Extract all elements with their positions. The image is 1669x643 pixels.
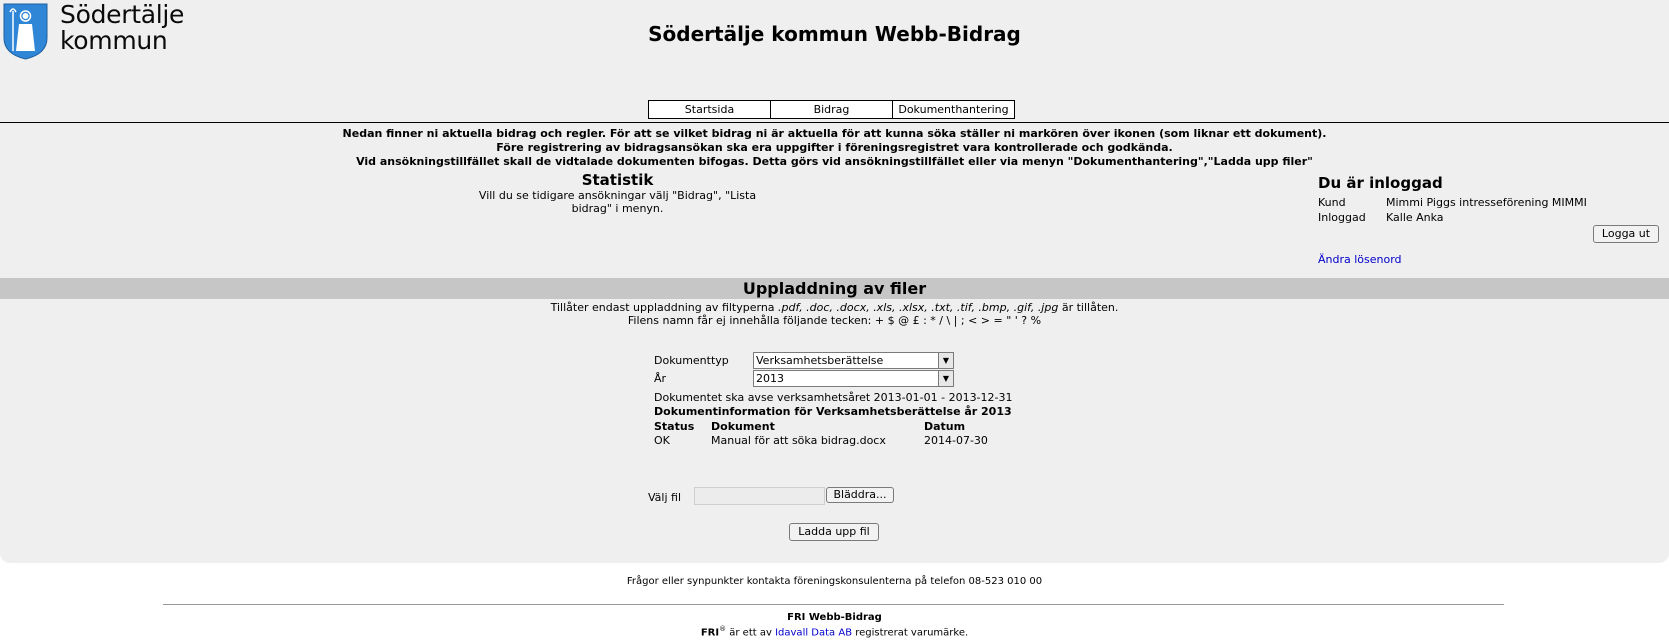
browse-button[interactable]: Bläddra... bbox=[826, 487, 894, 503]
allowed-types-line bbox=[0, 301, 1669, 314]
nav-bidrag[interactable]: Bidrag bbox=[770, 100, 893, 119]
site-title: Södertälje kommun Webb-Bidrag bbox=[648, 22, 1021, 46]
notice bbox=[0, 127, 1669, 169]
nav-startsida[interactable]: Startsida bbox=[648, 100, 771, 119]
nav-dokumenthantering[interactable]: Dokumenthantering bbox=[892, 100, 1015, 119]
doctype-select[interactable] bbox=[753, 352, 954, 369]
footer-divider bbox=[163, 604, 1504, 605]
footer-suffix: registrerat varumärke. bbox=[855, 627, 969, 639]
year-value: 2013 bbox=[756, 372, 784, 385]
chevron-down-icon: ▼ bbox=[938, 353, 953, 368]
logo-line1: Södertälje bbox=[60, 0, 185, 29]
contact-info: Frågor eller synpunkter kontakta föreningskonsulenterna på telefon 08-523 010 00 bbox=[626, 576, 1043, 587]
document-table bbox=[654, 420, 1024, 448]
file-label: Välj fil bbox=[648, 491, 682, 504]
change-password-link[interactable]: Ändra lösenord bbox=[1318, 253, 1402, 266]
allowed-suffix: är tillåten. bbox=[1061, 301, 1119, 314]
table-row bbox=[654, 434, 1024, 448]
year-select[interactable] bbox=[753, 370, 954, 387]
kund-label: Kund bbox=[1318, 196, 1346, 209]
footer-brand: FRI bbox=[700, 627, 720, 639]
doctype-label: Dokumenttyp bbox=[654, 354, 729, 367]
file-input[interactable] bbox=[694, 487, 825, 505]
inloggad-value: Kalle Anka bbox=[1386, 211, 1444, 224]
filename-rule: Filens namn får ej innehålla följande tecken: + $ @ £ : * / \ | ; < > = " ' ? % bbox=[627, 314, 1042, 327]
login-panel bbox=[1318, 174, 1663, 225]
allowed-types: .pdf, .doc, .docx, .xls, .xlsx, .txt, .tif, .bmp, .gif, .jpg bbox=[778, 301, 1059, 314]
statistik-heading: Statistik bbox=[581, 171, 654, 189]
cell-datum: 2014-07-30 bbox=[924, 434, 988, 447]
statistik-text: Vill du se tidigare ansökningar välj "Bidrag", "Lista bidrag" i menyn. bbox=[478, 189, 757, 215]
nav-divider bbox=[0, 122, 1669, 123]
period-text: Dokumentet ska avse verksamhetsåret 2013-01-01 - 2013-12-31 bbox=[654, 391, 1013, 404]
login-heading: Du är inloggad bbox=[1318, 174, 1443, 192]
notice-line3: Vid ansökningstillfället skall de vidtalade dokumenten bifogas. Detta görs vid ansökningstillfället eller via menyn "Dokumenthantering","Ladda upp filer" bbox=[356, 155, 1313, 168]
company-link[interactable]: Idavall Data AB bbox=[775, 627, 853, 639]
year-label: År bbox=[654, 372, 667, 385]
footer-product: FRI Webb-Bidrag bbox=[787, 612, 882, 623]
header-datum: Datum bbox=[924, 420, 966, 433]
main-nav bbox=[648, 100, 1014, 119]
logo-line2: kommun bbox=[60, 26, 168, 55]
kund-value: Mimmi Piggs intresseförening MIMMI bbox=[1386, 196, 1587, 209]
footer-prefix: är ett av bbox=[729, 627, 772, 639]
logout-button[interactable]: Logga ut bbox=[1593, 225, 1659, 243]
doctype-value: Verksamhetsberättelse bbox=[756, 354, 884, 367]
chevron-down-icon: ▼ bbox=[938, 371, 953, 386]
upload-button[interactable]: Ladda upp fil bbox=[789, 523, 879, 541]
footer-trademark bbox=[0, 625, 1669, 638]
notice-line1: Nedan finner ni aktuella bidrag och regler. För att se vilket bidrag ni är aktuella för att kunna söka ställer ni markören över ikonen (som liknar ett dokument). bbox=[342, 127, 1327, 140]
allowed-info bbox=[0, 301, 1669, 327]
cell-dokument: Manual för att söka bidrag.docx bbox=[711, 434, 886, 447]
notice-line2: Före registrering av bidragsansökan ska era uppgifter i föreningsregistret vara kontrollerade och godkända. bbox=[496, 141, 1173, 154]
cell-status: OK bbox=[654, 434, 670, 447]
header-status: Status bbox=[654, 420, 695, 433]
header-dokument: Dokument bbox=[711, 420, 775, 433]
upload-title: Uppladdning av filer bbox=[742, 279, 927, 298]
allowed-prefix: Tillåter endast uppladdning av filtyperna bbox=[550, 301, 775, 314]
inloggad-label: Inloggad bbox=[1318, 211, 1366, 224]
docinfo-title: Dokumentinformation för Verksamhetsberättelse år 2013 bbox=[654, 405, 1012, 418]
table-header bbox=[654, 420, 1024, 434]
registered-mark: ® bbox=[719, 625, 727, 633]
